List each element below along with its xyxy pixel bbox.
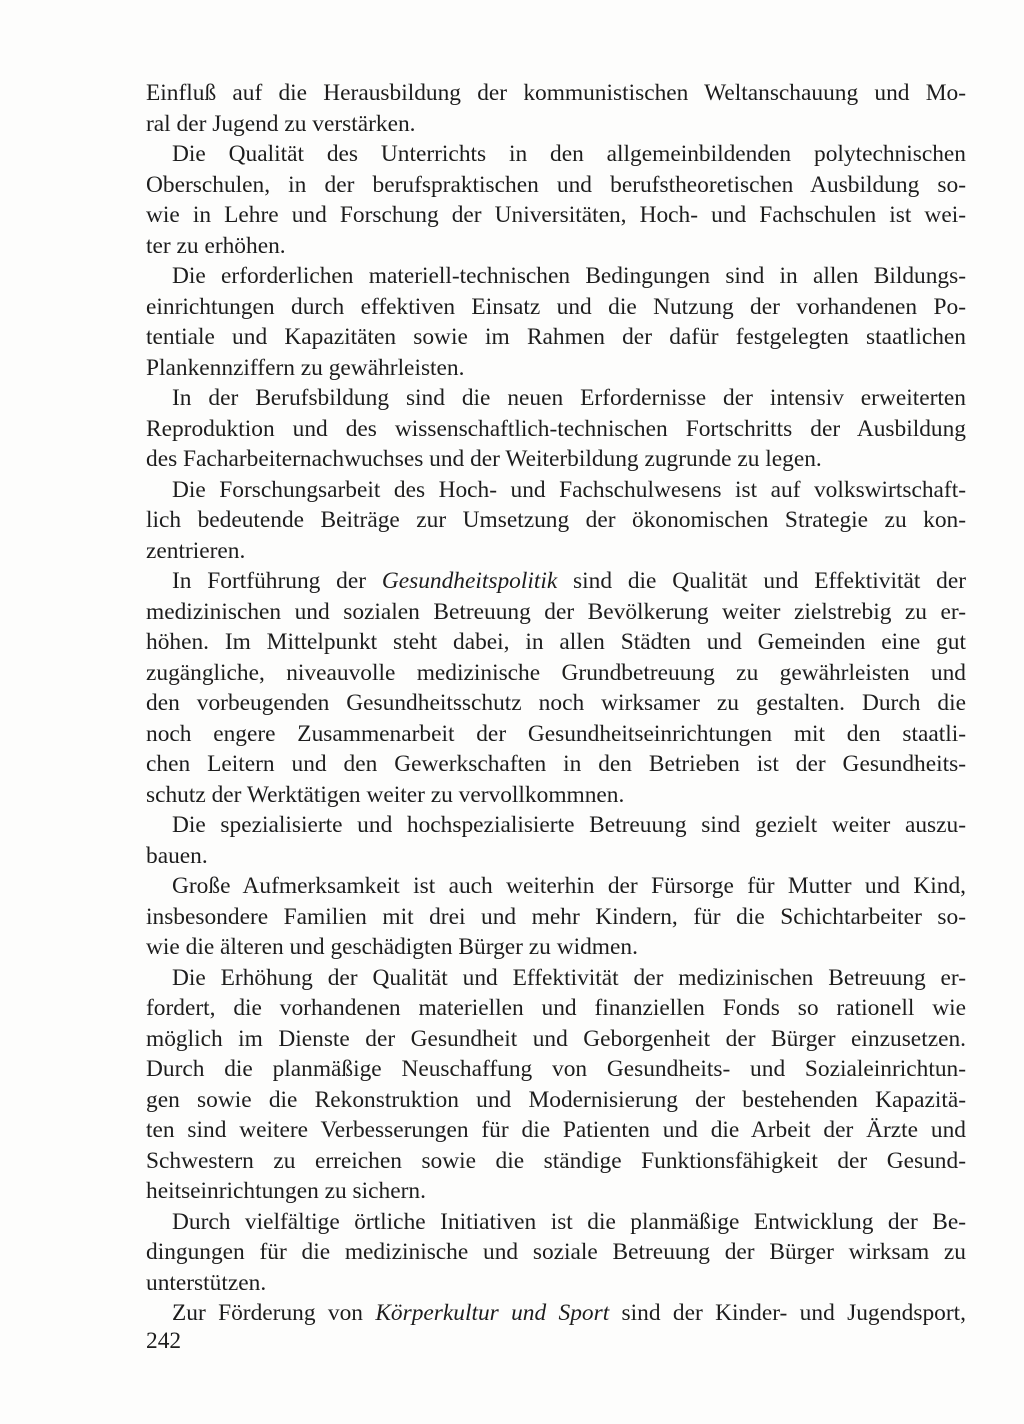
text-line: In der Berufsbildung sind die neuen Erfordernisse der intensiv erweiterten (172, 385, 966, 411)
text-line: des Facharbeiternachwuchses und der Weiterbildung zugrunde zu legen. (146, 446, 822, 472)
line-text: sind die Qualität und Effektivität der (557, 568, 966, 594)
emphasis-koerperkultur-und-sport: Körperkultur und Sport (375, 1300, 610, 1326)
line-text: In Fortführung der (172, 568, 382, 594)
line-text: sind der Kinder- und Jugendsport, (609, 1300, 966, 1326)
text-line: gen sowie die Rekonstruktion und Modernisierung der bestehenden Kapazitä- (146, 1086, 966, 1113)
text-line: Einfluß auf die Herausbildung der kommunistischen Weltanschauung und Mo- (146, 80, 966, 106)
page-number: 242 (146, 1328, 182, 1354)
text-line: dingungen für die medizinische und soziale Betreuung der Bürger wirksam zu (146, 1239, 966, 1265)
text-line: fordert, die vorhandenen materiellen und finanziellen Fonds so rationell wie (146, 995, 966, 1021)
text-line: medizinischen und sozialen Betreuung der Bevölkerung weiter zielstrebig zu er- (146, 598, 966, 625)
text-line: Durch die planmäßige Neuschaffung von Gesundheits- und Sozialeinrichtun- (146, 1056, 966, 1082)
text-line: Die Forschungsarbeit des Hoch- und Fachschulwesens ist auf volkswirtschaft- (172, 476, 966, 503)
text-line: heitseinrichtungen zu sichern. (146, 1178, 426, 1204)
text-line: schutz der Werktätigen weiter zu vervollkommnen. (146, 781, 625, 808)
text-line-with-emphasis (146, 1298, 966, 1329)
text-line: einrichtungen durch effektiven Einsatz und die Nutzung der vorhandenen Po- (146, 293, 966, 320)
emphasis-gesundheitspolitik: Gesundheitspolitik (381, 568, 558, 594)
text-line: noch engere Zusammenarbeit der Gesundheitseinrichtungen mit den staatli- (146, 720, 966, 747)
text-line: bauen. (146, 842, 208, 869)
text-line: zugängliche, niveauvolle medizinische Grundbetreuung zu gewährleisten und (146, 659, 966, 686)
text-line: chen Leitern und den Gewerkschaften in den Betrieben ist der Gesundheits- (146, 751, 966, 777)
text-line: tentiale und Kapazitäten sowie im Rahmen der dafür festgelegten staatlichen (146, 324, 966, 350)
text-line: Schwestern zu erreichen sowie die ständige Funktionsfähigkeit der Gesund- (146, 1147, 966, 1174)
text-line-with-emphasis (146, 566, 966, 597)
text-line: Durch vielfältige örtliche Initiativen ist die planmäßige Entwicklung der Be- (172, 1208, 966, 1235)
text-line: zentrieren. (146, 537, 246, 564)
text-line: Die Qualität des Unterrichts in den allgemeinbildenden polytechnischen (172, 141, 966, 167)
text-line: ten sind weitere Verbesserungen für die Patienten und die Arbeit der Ärzte und (146, 1117, 966, 1143)
text-line: Die erforderlichen materiell-technischen Bedingungen sind in allen Bildungs- (172, 263, 966, 289)
text-line: wie in Lehre und Forschung der Universitäten, Hoch- und Fachschulen ist wei- (146, 202, 966, 228)
text-line: insbesondere Familien mit drei und mehr Kindern, für die Schichtarbeiter so- (146, 903, 966, 930)
text-line: ter zu erhöhen. (146, 232, 286, 259)
text-line: unterstützen. (146, 1269, 267, 1296)
text-line: höhen. Im Mittelpunkt steht dabei, in allen Städten und Gemeinden eine gut (146, 629, 966, 655)
text-line: Große Aufmerksamkeit ist auch weiterhin der Fürsorge für Mutter und Kind, (172, 873, 966, 899)
body-text (146, 78, 966, 1329)
text-line: möglich im Dienste der Gesundheit und Geborgenheit der Bürger einzusetzen. (146, 1025, 966, 1052)
line-text: Zur Förderung von (172, 1300, 376, 1326)
text-line: lich bedeutende Beiträge zur Umsetzung der ökonomischen Strategie zu kon- (146, 507, 966, 533)
text-line: Oberschulen, in der berufspraktischen und berufstheoretischen Ausbildung so- (146, 171, 966, 198)
text-line: Die spezialisierte und hochspezialisierte Betreuung sind gezielt weiter auszu- (172, 812, 966, 838)
text-line: Reproduktion und des wissenschaftlich-technischen Fortschritts der Ausbildung (146, 415, 966, 442)
text-line: ral der Jugend zu verstärken. (146, 110, 416, 137)
text-line: Plankennziffern zu gewährleisten. (146, 354, 465, 381)
text-line: den vorbeugenden Gesundheitsschutz noch wirksamer zu gestalten. Durch die (146, 690, 966, 716)
text-line: Die Erhöhung der Qualität und Effektivität der medizinischen Betreuung er- (172, 964, 966, 991)
text-line: wie die älteren und geschädigten Bürger zu widmen. (146, 934, 638, 960)
